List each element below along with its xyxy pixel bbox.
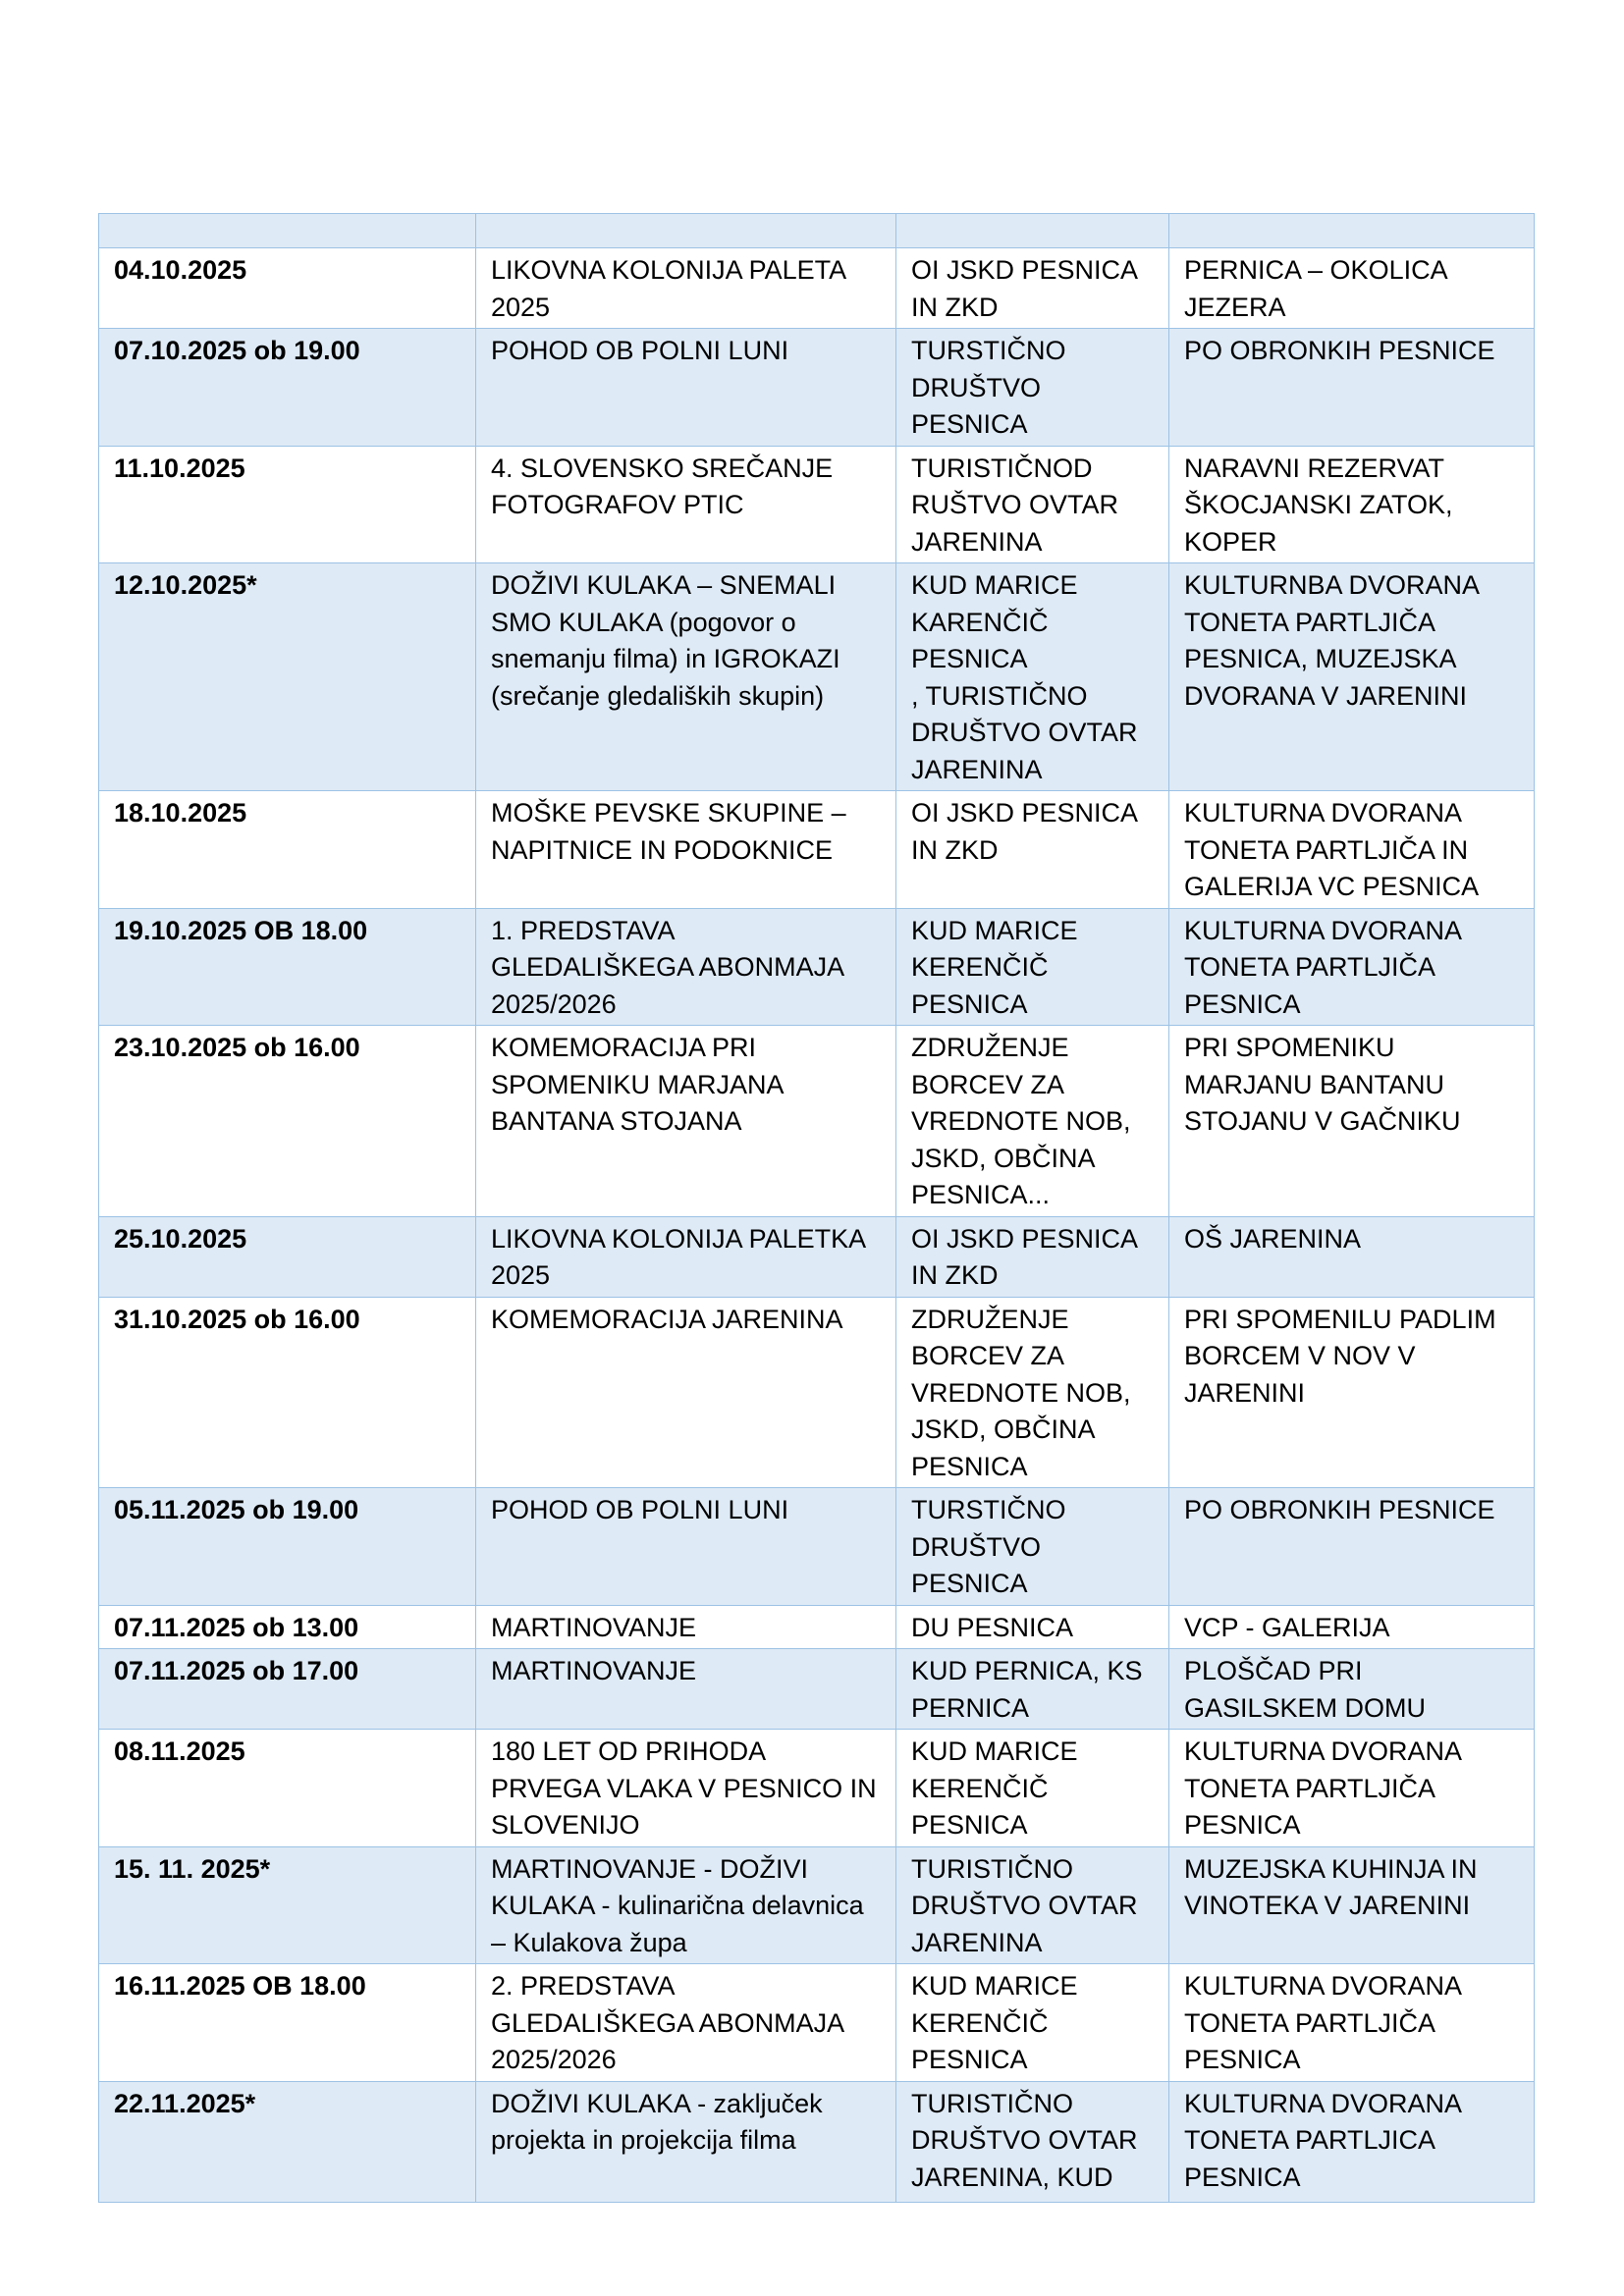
event-name-cell: LIKOVNA KOLONIJA PALETA 2025: [476, 248, 896, 329]
event-location-cell: VCP - GALERIJA: [1169, 1605, 1535, 1649]
table-row: [99, 1846, 1535, 1964]
event-organizer-cell: KUD MARICE KERENČIČ PESNICA: [896, 1730, 1169, 1847]
event-location-cell: KULTURNA DVORANA TONETA PARTLJIČA IN GALERIJA VC PESNICA: [1169, 791, 1535, 909]
table-row: [99, 1297, 1535, 1488]
event-organizer-cell: TURSTIČNO DRUŠTVO PESNICA: [896, 329, 1169, 447]
event-organizer-cell: DU PESNICA: [896, 1605, 1169, 1649]
event-organizer-cell: KUD MARICE KERENČIČ PESNICA: [896, 1964, 1169, 2082]
event-date-cell: 07.11.2025 ob 13.00: [99, 1605, 476, 1649]
event-date-cell: 22.11.2025*: [99, 2081, 476, 2202]
table-header-row: [99, 214, 1535, 248]
event-location-cell: PRI SPOMENIKU MARJANU BANTANU STOJANU V GAČNIKU: [1169, 1026, 1535, 1217]
event-organizer-cell: ZDRUŽENJE BORCEV ZA VREDNOTE NOB, JSKD, OBČINA PESNICA: [896, 1297, 1169, 1488]
table-row: [99, 2081, 1535, 2202]
table-row: [99, 1649, 1535, 1730]
table-row: [99, 1964, 1535, 2082]
event-location-cell: MUZEJSKA KUHINJA IN VINOTEKA V JARENINI: [1169, 1846, 1535, 1964]
event-location-cell: PERNICA – OKOLICA JEZERA: [1169, 248, 1535, 329]
event-name-cell: DOŽIVI KULAKA - zaključek projekta in projekcija filma: [476, 2081, 896, 2202]
event-name-cell: MARTINOVANJE - DOŽIVI KULAKA - kulinarična delavnica – Kulakova župa: [476, 1846, 896, 1964]
event-date-cell: 04.10.2025: [99, 248, 476, 329]
event-location-cell: KULTURNA DVORANA TONETA PARTLJICA PESNICA: [1169, 2081, 1535, 2202]
event-date-cell: 07.11.2025 ob 17.00: [99, 1649, 476, 1730]
event-date-cell: 18.10.2025: [99, 791, 476, 909]
event-name-cell: 1. PREDSTAVA GLEDALIŠKEGA ABONMAJA 2025/2026: [476, 908, 896, 1026]
event-location-cell: NARAVNI REZERVAT ŠKOCJANSKI ZATOK, KOPER: [1169, 446, 1535, 563]
event-location-cell: KULTURNA DVORANA TONETA PARTLJIČA PESNICA: [1169, 1730, 1535, 1847]
event-location-cell: KULTURNA DVORANA TONETA PARTLJIČA PESNICA: [1169, 908, 1535, 1026]
header-cell-date: [99, 214, 476, 248]
table-row: [99, 329, 1535, 447]
event-organizer-cell: OI JSKD PESNICA IN ZKD: [896, 791, 1169, 909]
event-organizer-cell: KUD PERNICA, KS PERNICA: [896, 1649, 1169, 1730]
event-organizer-cell: KUD MARICE KERENČIČ PESNICA: [896, 908, 1169, 1026]
event-organizer-cell: TURISTIČNOD RUŠTVO OVTAR JARENINA: [896, 446, 1169, 563]
table-row: [99, 563, 1535, 791]
table-row: [99, 908, 1535, 1026]
header-cell-event: [476, 214, 896, 248]
event-name-cell: 2. PREDSTAVA GLEDALIŠKEGA ABONMAJA 2025/2026: [476, 1964, 896, 2082]
event-organizer-cell: OI JSKD PESNICA IN ZKD: [896, 248, 1169, 329]
table-row: [99, 1488, 1535, 1606]
event-organizer-cell: KUD MARICE KARENČIČ PESNICA , TURISTIČNO DRUŠTVO OVTAR JARENINA: [896, 563, 1169, 791]
table-row: [99, 1605, 1535, 1649]
event-organizer-cell: TURISTIČNO DRUŠTVO OVTAR JARENINA, KUD: [896, 2081, 1169, 2202]
event-location-cell: PO OBRONKIH PESNICE: [1169, 1488, 1535, 1606]
event-location-cell: KULTURNA DVORANA TONETA PARTLJIČA PESNICA: [1169, 1964, 1535, 2082]
event-date-cell: 15. 11. 2025*: [99, 1846, 476, 1964]
event-organizer-cell: ZDRUŽENJE BORCEV ZA VREDNOTE NOB, JSKD, OBČINA PESNICA...: [896, 1026, 1169, 1217]
table-row: [99, 446, 1535, 563]
table-row: [99, 248, 1535, 329]
event-name-cell: MARTINOVANJE: [476, 1649, 896, 1730]
event-location-cell: KULTURNBA DVORANA TONETA PARTLJIČA PESNICA, MUZEJSKA DVORANA V JARENINI: [1169, 563, 1535, 791]
event-date-cell: 31.10.2025 ob 16.00: [99, 1297, 476, 1488]
table-row: [99, 1026, 1535, 1217]
event-date-cell: 05.11.2025 ob 19.00: [99, 1488, 476, 1606]
event-organizer-cell: TURISTIČNO DRUŠTVO OVTAR JARENINA: [896, 1846, 1169, 1964]
event-date-cell: 16.11.2025 OB 18.00: [99, 1964, 476, 2082]
event-name-cell: KOMEMORACIJA JARENINA: [476, 1297, 896, 1488]
event-date-cell: 23.10.2025 ob 16.00: [99, 1026, 476, 1217]
event-date-cell: 12.10.2025*: [99, 563, 476, 791]
header-cell-location: [1169, 214, 1535, 248]
event-name-cell: POHOD OB POLNI LUNI: [476, 329, 896, 447]
event-date-cell: 25.10.2025: [99, 1216, 476, 1297]
event-name-cell: MOŠKE PEVSKE SKUPINE – NAPITNICE IN PODOKNICE: [476, 791, 896, 909]
event-location-cell: PRI SPOMENILU PADLIM BORCEM V NOV V JARENINI: [1169, 1297, 1535, 1488]
event-date-cell: 11.10.2025: [99, 446, 476, 563]
table-row: [99, 791, 1535, 909]
header-cell-organizer: [896, 214, 1169, 248]
event-name-cell: 4. SLOVENSKO SREČANJE FOTOGRAFOV PTIC: [476, 446, 896, 563]
table-row: [99, 1216, 1535, 1297]
event-location-cell: PLOŠČAD PRI GASILSKEM DOMU: [1169, 1649, 1535, 1730]
events-table: [98, 213, 1535, 2203]
event-date-cell: 07.10.2025 ob 19.00: [99, 329, 476, 447]
event-location-cell: PO OBRONKIH PESNICE: [1169, 329, 1535, 447]
event-name-cell: DOŽIVI KULAKA – SNEMALI SMO KULAKA (pogovor o snemanju filma) in IGROKAZI (srečanje gledaliških skupin): [476, 563, 896, 791]
event-name-cell: LIKOVNA KOLONIJA PALETKA 2025: [476, 1216, 896, 1297]
table-row: [99, 1730, 1535, 1847]
event-location-cell: OŠ JARENINA: [1169, 1216, 1535, 1297]
event-date-cell: 19.10.2025 OB 18.00: [99, 908, 476, 1026]
event-organizer-cell: OI JSKD PESNICA IN ZKD: [896, 1216, 1169, 1297]
event-name-cell: 180 LET OD PRIHODA PRVEGA VLAKA V PESNICO IN SLOVENIJO: [476, 1730, 896, 1847]
event-date-cell: 08.11.2025: [99, 1730, 476, 1847]
event-name-cell: KOMEMORACIJA PRI SPOMENIKU MARJANA BANTANA STOJANA: [476, 1026, 896, 1217]
event-organizer-cell: TURSTIČNO DRUŠTVO PESNICA: [896, 1488, 1169, 1606]
event-name-cell: POHOD OB POLNI LUNI: [476, 1488, 896, 1606]
event-name-cell: MARTINOVANJE: [476, 1605, 896, 1649]
